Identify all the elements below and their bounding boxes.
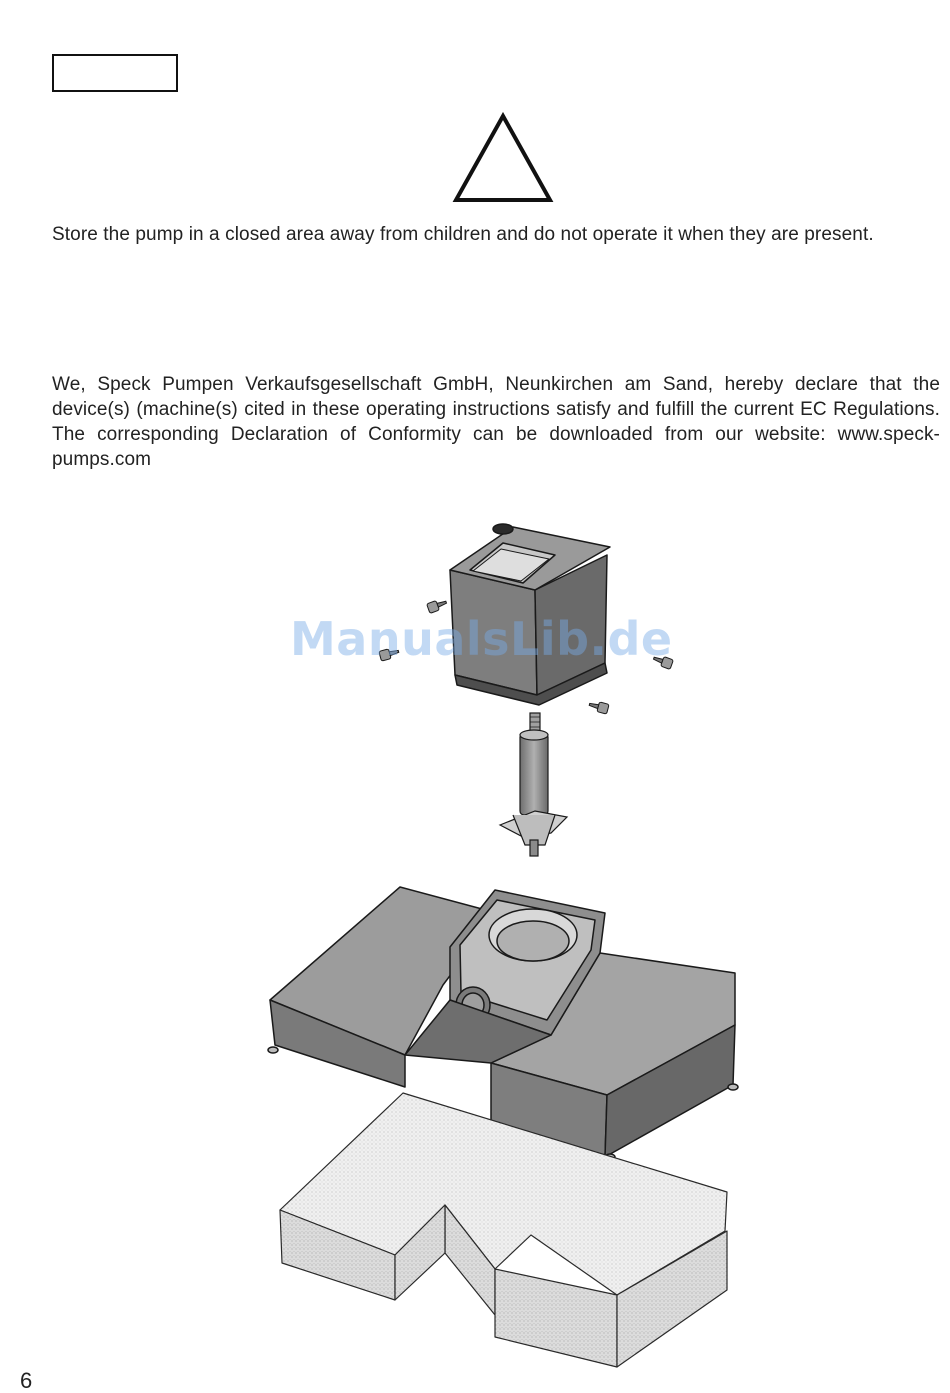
declaration-paragraph: We, Speck Pumpen Verkaufsgesellschaft GmbH, Neunkirchen am Sand, hereby declare that the device(s) (machine(s) cited in these operating instructions satisfy and fulfill the current EC Regulations. The corresponding Declaration of Conformity can be downloaded from our website: www.speck-pumps.com <box>52 374 940 470</box>
page-number: 6 <box>20 1368 33 1393</box>
base-housing <box>268 887 738 1160</box>
warning-paragraph: Store the pump in a closed area away from children and do not operate it when they are present. <box>52 224 874 245</box>
watermark: ManualsLib.de <box>290 612 673 666</box>
impeller-rotor <box>500 713 567 856</box>
section-label-box <box>52 54 178 92</box>
warning-triangle-icon <box>452 112 554 204</box>
foam-filter <box>280 1093 727 1367</box>
